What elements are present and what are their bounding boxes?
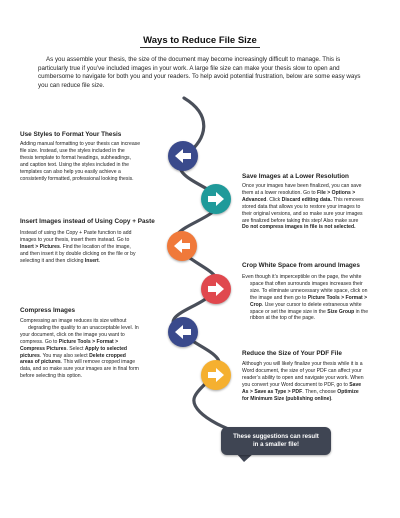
- text-line: Even though it’s imperceptible on the page, the white: [242, 274, 362, 280]
- text-line: images to your thesis, insert them instead. Go to: [20, 236, 130, 243]
- circle-red: [201, 274, 231, 304]
- text-line: are finalized before taking this step! Also make sure: [242, 217, 359, 224]
- arrow-right-icon: [205, 278, 227, 300]
- circle-yellow: [201, 360, 231, 390]
- text-line: [20, 353, 170, 360]
- text-run: . Use your cursor to delete extraneous white: [261, 301, 362, 308]
- option-name: Insert: [84, 257, 99, 264]
- text-line: before selecting this option.: [20, 373, 83, 380]
- menu-path: Save: [349, 381, 362, 388]
- text-line: data, and so make sure your images are in final form: [20, 366, 139, 373]
- text-run: in the: [354, 308, 369, 315]
- text-run: them at a lower resolution. Go to: [242, 189, 318, 196]
- arrow-left-icon: [171, 235, 193, 257]
- callout-box: [221, 427, 331, 455]
- menu-path: Picture Tools > Format >: [307, 294, 368, 301]
- section-styles-title: Use Styles to Format Your Thesis: [20, 131, 122, 138]
- text-line: [242, 302, 392, 309]
- arrow-right-icon: [205, 364, 227, 386]
- text-line: degrading the quality to an unacceptable level. In: [28, 324, 139, 331]
- section-insert-images-body: [20, 230, 170, 265]
- text-line: and caption text. Using the styles included in the: [20, 161, 130, 168]
- text-line: consistently formatted, professional looking thesis.: [20, 175, 134, 182]
- text-line: file size. Instead, use the styles included in the: [20, 147, 125, 154]
- text-line: thesis template to format headings, subheadings,: [20, 154, 131, 161]
- text-line: templates can also help you easily achieve a: [20, 168, 121, 175]
- text-line: your document, click on the image you want to: [20, 331, 125, 338]
- section-pdf-title: Reduce the Size of Your PDF File: [242, 350, 342, 357]
- text-run: . Then, choose: [302, 388, 338, 395]
- text-run: selecting it and then clicking: [20, 257, 85, 264]
- arrow-left-icon: [172, 321, 194, 343]
- text-run: This removes: [331, 196, 364, 203]
- text-line: Word document, the size of your PDF can affect your: [242, 367, 362, 374]
- text-line: Although you will likely finalize your thesis while it is a: [242, 361, 363, 367]
- section-compress-body: [20, 318, 170, 380]
- option-name: Delete cropped: [89, 352, 126, 359]
- option-name: Do not compress images in file is not selected.: [242, 224, 356, 231]
- section-save-images-body: [242, 183, 392, 231]
- menu-path: File > Options >: [317, 189, 356, 196]
- menu-path: As > Save as Type > PDF: [242, 388, 303, 395]
- intro-text: As you assemble your thesis, the size of the document may become increasingly difficult to manage. This is particularly true if you’ve included images in your work. A large file size can make your thesis slow to open and cumbersome to navigate for both you and your readers. To help avoid potential frustration, below are some easy ways you can reduce file size.: [38, 56, 361, 89]
- text-run: .: [98, 257, 101, 264]
- section-save-images-title: Save Images at a Lower Resolution: [242, 173, 349, 180]
- text-line: space that often surrounds images increases their: [250, 280, 363, 287]
- text-run: . You may also select: [39, 352, 90, 359]
- menu-path: Picture Tools > Format >: [58, 338, 119, 345]
- text-line: [242, 224, 392, 231]
- section-styles-body: [20, 141, 170, 182]
- text-line: size. To eliminate unnecessary white space, click on: [250, 287, 368, 294]
- text-run: . Click: [266, 196, 282, 203]
- text-line: [242, 197, 392, 204]
- text-line: [20, 258, 170, 265]
- text-run: . This will remove cropped image: [60, 359, 136, 366]
- option-name: pictures: [20, 352, 40, 359]
- callout-line: These suggestions can result: [233, 433, 319, 440]
- text-line: [20, 359, 170, 366]
- arrow-left-icon: [172, 145, 194, 167]
- option-name: for Minimum Size (publishing online): [242, 395, 332, 402]
- page-title: Ways to Reduce File Size: [143, 35, 257, 46]
- text-run: .: [331, 395, 333, 402]
- text-line: Once your images have been finalized, you can save: [242, 183, 362, 189]
- text-line: [20, 244, 170, 251]
- text-line: [242, 396, 392, 403]
- circle-teal: [201, 184, 231, 214]
- text-line: stored data that allows you to restore your images to: [242, 203, 361, 210]
- section-insert-images-title: Insert Images instead of Using Copy + Paste: [20, 218, 155, 225]
- text-run: the image and then go to: [250, 294, 308, 301]
- menu-path: Compress Pictures: [20, 345, 67, 352]
- callout-line: in a smaller file!: [252, 441, 300, 448]
- text-run: you convert your Word document to PDF, go to: [242, 381, 350, 388]
- section-crop-body: [242, 274, 392, 322]
- text-line: and then insert it by double clicking on the file or by: [20, 250, 136, 257]
- option-name: Apply to selected: [84, 345, 128, 352]
- text-line: reader’s ability to open and navigate your work. When: [242, 374, 364, 381]
- section-pdf-body: [242, 361, 392, 402]
- option-name: Optimize: [337, 388, 359, 395]
- option-name: Size Group: [327, 308, 355, 315]
- text-line: [242, 190, 392, 197]
- circle-orange-1: [167, 231, 197, 261]
- section-compress-title: Compress Images: [20, 307, 76, 314]
- menu-path: Advanced: [242, 196, 267, 203]
- text-line: Adding manual formatting to your thesis can increase: [20, 141, 141, 147]
- circle-navy-2: [168, 317, 198, 347]
- text-line: [20, 339, 170, 346]
- text-line: [20, 346, 170, 353]
- text-run: space or set the image size in the: [250, 308, 328, 315]
- menu-path: Insert > Pictures: [20, 243, 60, 250]
- text-run: . Select: [66, 345, 85, 352]
- text-line: Instead of using the Copy + Paste function to add: [20, 230, 132, 236]
- menu-path: Crop: [250, 301, 262, 308]
- text-run: . Find the location of the image,: [59, 243, 131, 250]
- arrow-right-icon: [205, 188, 227, 210]
- section-crop-title: Crop White Space from around Images: [242, 262, 360, 269]
- option-name: areas of pictures: [20, 359, 61, 366]
- text-line: their original versions, and so make sure your images: [242, 210, 363, 217]
- text-line: ribbon at the top of the page.: [250, 315, 316, 322]
- circle-navy-1: [168, 141, 198, 171]
- text-run: compress. Go to: [20, 338, 59, 345]
- text-line: [242, 389, 392, 396]
- option-name: Discard editing data.: [281, 196, 332, 203]
- text-line: [242, 295, 392, 302]
- text-line: [242, 309, 392, 316]
- text-line: Compressing an image reduces its size without: [20, 318, 127, 324]
- text-line: [242, 382, 392, 389]
